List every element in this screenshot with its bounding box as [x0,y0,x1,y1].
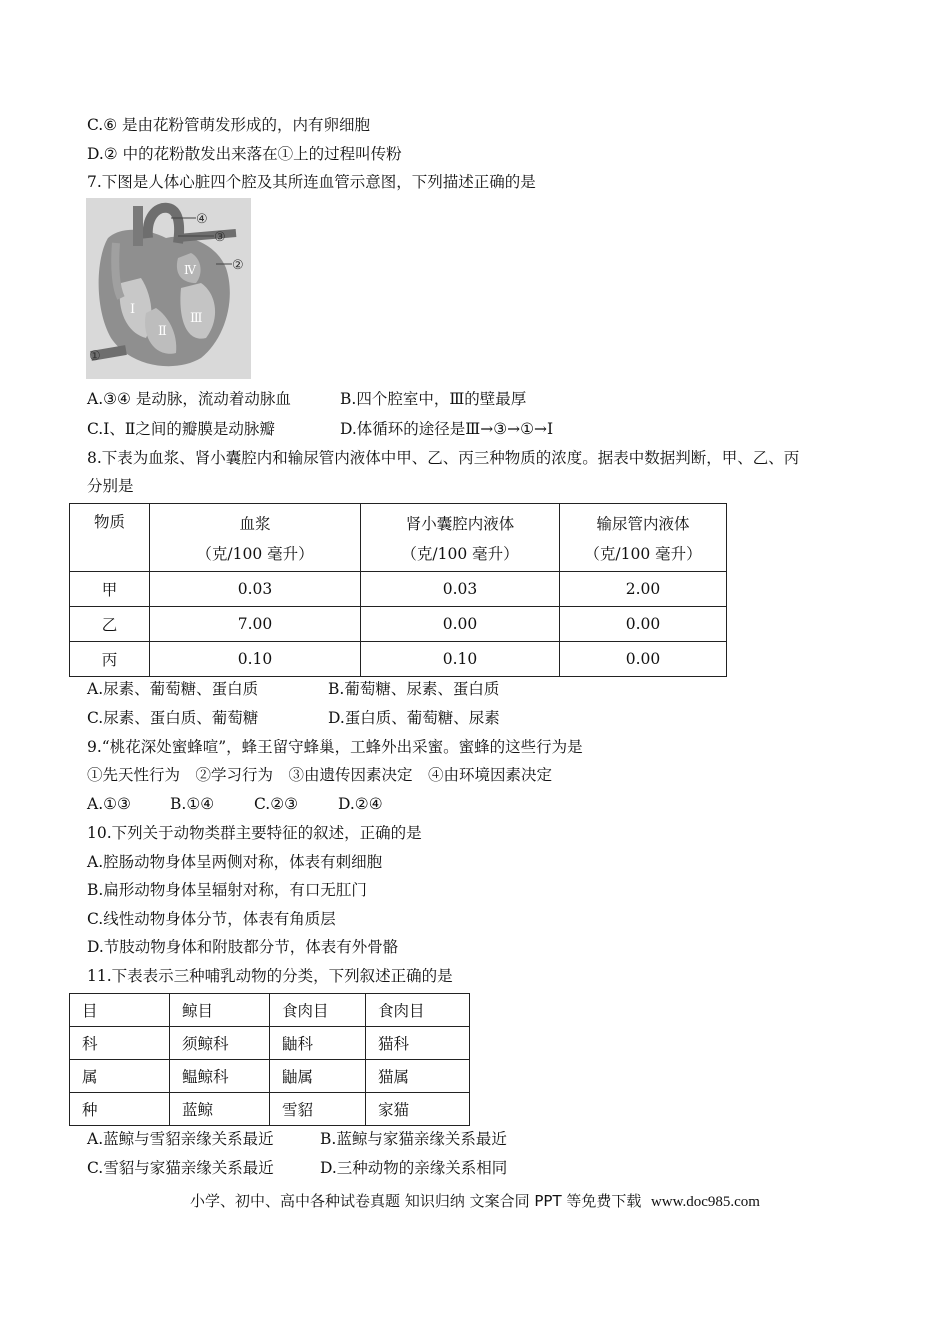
q7-option-b: B.四个腔室中，Ⅲ的壁最厚 [340,390,527,408]
taxon-cell: 雪貂 [270,1093,366,1126]
q11-options-cd [87,1158,507,1178]
q7-option-a: A.③④ 是动脉，流动着动脉血 [87,390,291,408]
table-row [70,607,727,642]
q8-stem-line2: 分别是 [87,477,134,495]
q8-options-cd [87,708,500,728]
table-header-row [70,504,727,572]
table-row [70,1027,470,1060]
header-plasma [150,504,361,572]
taxon-cell: 蓝鲸 [170,1093,270,1126]
q9-option-a: A.①③ [87,795,131,813]
page-footer [0,1190,950,1211]
q9-stem: 9.“桃花深处蜜蜂喧”，蜂王留守蜂巢，工蜂外出采蜜。蜜蜂的这些行为是 [87,738,583,756]
cell-plasma: 0.03 [150,572,361,607]
header-capsule-unit: （克/100 毫升） [401,544,519,563]
cell-ureter: 2.00 [560,572,727,607]
footer-link[interactable]: www.doc985.com [650,1194,760,1210]
q8-options-ab [87,679,499,699]
cell-capsule: 0.03 [361,572,560,607]
vessel-2-label: ② [232,258,244,273]
q9-option-d: D.②④ [338,795,383,813]
table-row [70,1093,470,1126]
q9-option-b: B.①④ [170,795,215,813]
q10-option-c: C.线性动物身体分节，体表有角质层 [87,910,336,928]
chamber-1-label: Ⅰ [130,302,136,317]
q8-option-c: C.尿素、蛋白质、葡萄糖 [87,709,259,727]
taxon-cell: 鲸目 [170,994,270,1027]
taxon-cell: 须鲸科 [170,1027,270,1060]
rank-cell: 种 [70,1093,170,1126]
q11-option-a: A.蓝鲸与雪貂亲缘关系最近 [87,1130,274,1148]
header-plasma-title: 血浆 [239,514,271,533]
taxon-cell: 食肉目 [270,994,366,1027]
q11-option-c: C.雪貂与家猫亲缘关系最近 [87,1159,274,1177]
cell-ureter: 0.00 [560,642,727,677]
cell-capsule: 0.00 [361,607,560,642]
cell-plasma: 0.10 [150,642,361,677]
vessel-1-label: ① [89,349,101,364]
taxon-cell: 家猫 [366,1093,470,1126]
rank-cell: 目 [70,994,170,1027]
row-name: 丙 [70,642,150,677]
q8-option-a: A.尿素、葡萄糖、蛋白质 [87,680,259,698]
footer-text: 小学、初中、高中各种试卷真题 知识归纳 文案合同 PPT 等免费下载 [190,1192,642,1210]
rank-cell: 科 [70,1027,170,1060]
q10-stem: 10.下列关于动物类群主要特征的叙述，正确的是 [87,824,422,842]
q8-option-b: B.葡萄糖、尿素、蛋白质 [328,680,500,698]
table-row [70,572,727,607]
table-row [70,642,727,677]
q9-options [87,794,383,814]
cell-plasma: 7.00 [150,607,361,642]
q8-stem-line1: 8.下表为血浆、肾小囊腔内和输尿管内液体中甲、乙、丙三种物质的浓度。据表中数据判断，甲、乙、丙 [87,449,800,467]
header-ureter [560,504,727,572]
q7-options-ab [87,389,526,409]
table-row [70,1060,470,1093]
header-capsule-title: 肾小囊腔内液体 [405,514,515,533]
header-capsule [361,504,560,572]
chamber-2-label: Ⅱ [158,324,167,339]
q10-option-b: B.扁形动物身体呈辐射对称，有口无肛门 [87,881,367,899]
q10-option-d: D.节肢动物身体和附肢都分节，体表有外骨骼 [87,938,399,956]
rank-cell: 属 [70,1060,170,1093]
q11-stem: 11.下表表示三种哺乳动物的分类，下列叙述正确的是 [87,967,453,985]
q11-option-d: D.三种动物的亲缘关系相同 [320,1159,508,1177]
cell-capsule: 0.10 [361,642,560,677]
chamber-4-label: Ⅳ [184,263,196,277]
q7-options-cd [87,419,553,439]
q11-options-ab [87,1129,507,1149]
header-ureter-unit: （克/100 毫升） [584,544,702,563]
q7-stem: 7.下图是人体心脏四个腔及其所连血管示意图，下列描述正确的是 [87,173,536,191]
taxon-cell: 鳁鲸科 [170,1060,270,1093]
q10-option-a: A.腔肠动物身体呈两侧对称，体表有刺细胞 [87,853,383,871]
header-substance: 物质 [70,504,150,572]
taxon-cell: 食肉目 [366,994,470,1027]
row-name: 乙 [70,607,150,642]
row-name: 甲 [70,572,150,607]
q8-concentration-table [69,503,727,677]
table-row [70,994,470,1027]
q6-option-c: C.⑥ 是由花粉管萌发形成的，内有卵细胞 [87,116,371,134]
q9-choices: ①先天性行为 ②学习行为 ③由遗传因素决定 ④由环境因素决定 [87,766,553,784]
q6-option-d: D.② 中的花粉散发出来落在①上的过程叫传粉 [87,145,402,163]
q9-option-c: C.②③ [254,795,299,813]
cell-ureter: 0.00 [560,607,727,642]
q11-classification-table [69,993,470,1126]
header-ureter-title: 输尿管内液体 [596,514,690,533]
q7-option-c: C.Ⅰ、Ⅱ之间的瓣膜是动脉瓣 [87,420,275,438]
taxon-cell: 鼬属 [270,1060,366,1093]
heart-diagram [86,198,251,379]
header-plasma-unit: （克/100 毫升） [196,544,314,563]
q8-option-d: D.蛋白质、葡萄糖、尿素 [328,709,500,727]
taxon-cell: 鼬科 [270,1027,366,1060]
vessel-4-label: ④ [196,212,208,227]
vessel-3-label: ③ [214,230,226,245]
chamber-3-label: Ⅲ [190,311,203,326]
q7-option-d: D.体循环的途径是Ⅲ→③→①→Ⅰ [340,420,554,438]
taxon-cell: 猫属 [366,1060,470,1093]
taxon-cell: 猫科 [366,1027,470,1060]
q11-option-b: B.蓝鲸与家猫亲缘关系最近 [320,1130,507,1148]
heart-illustration [86,198,251,379]
